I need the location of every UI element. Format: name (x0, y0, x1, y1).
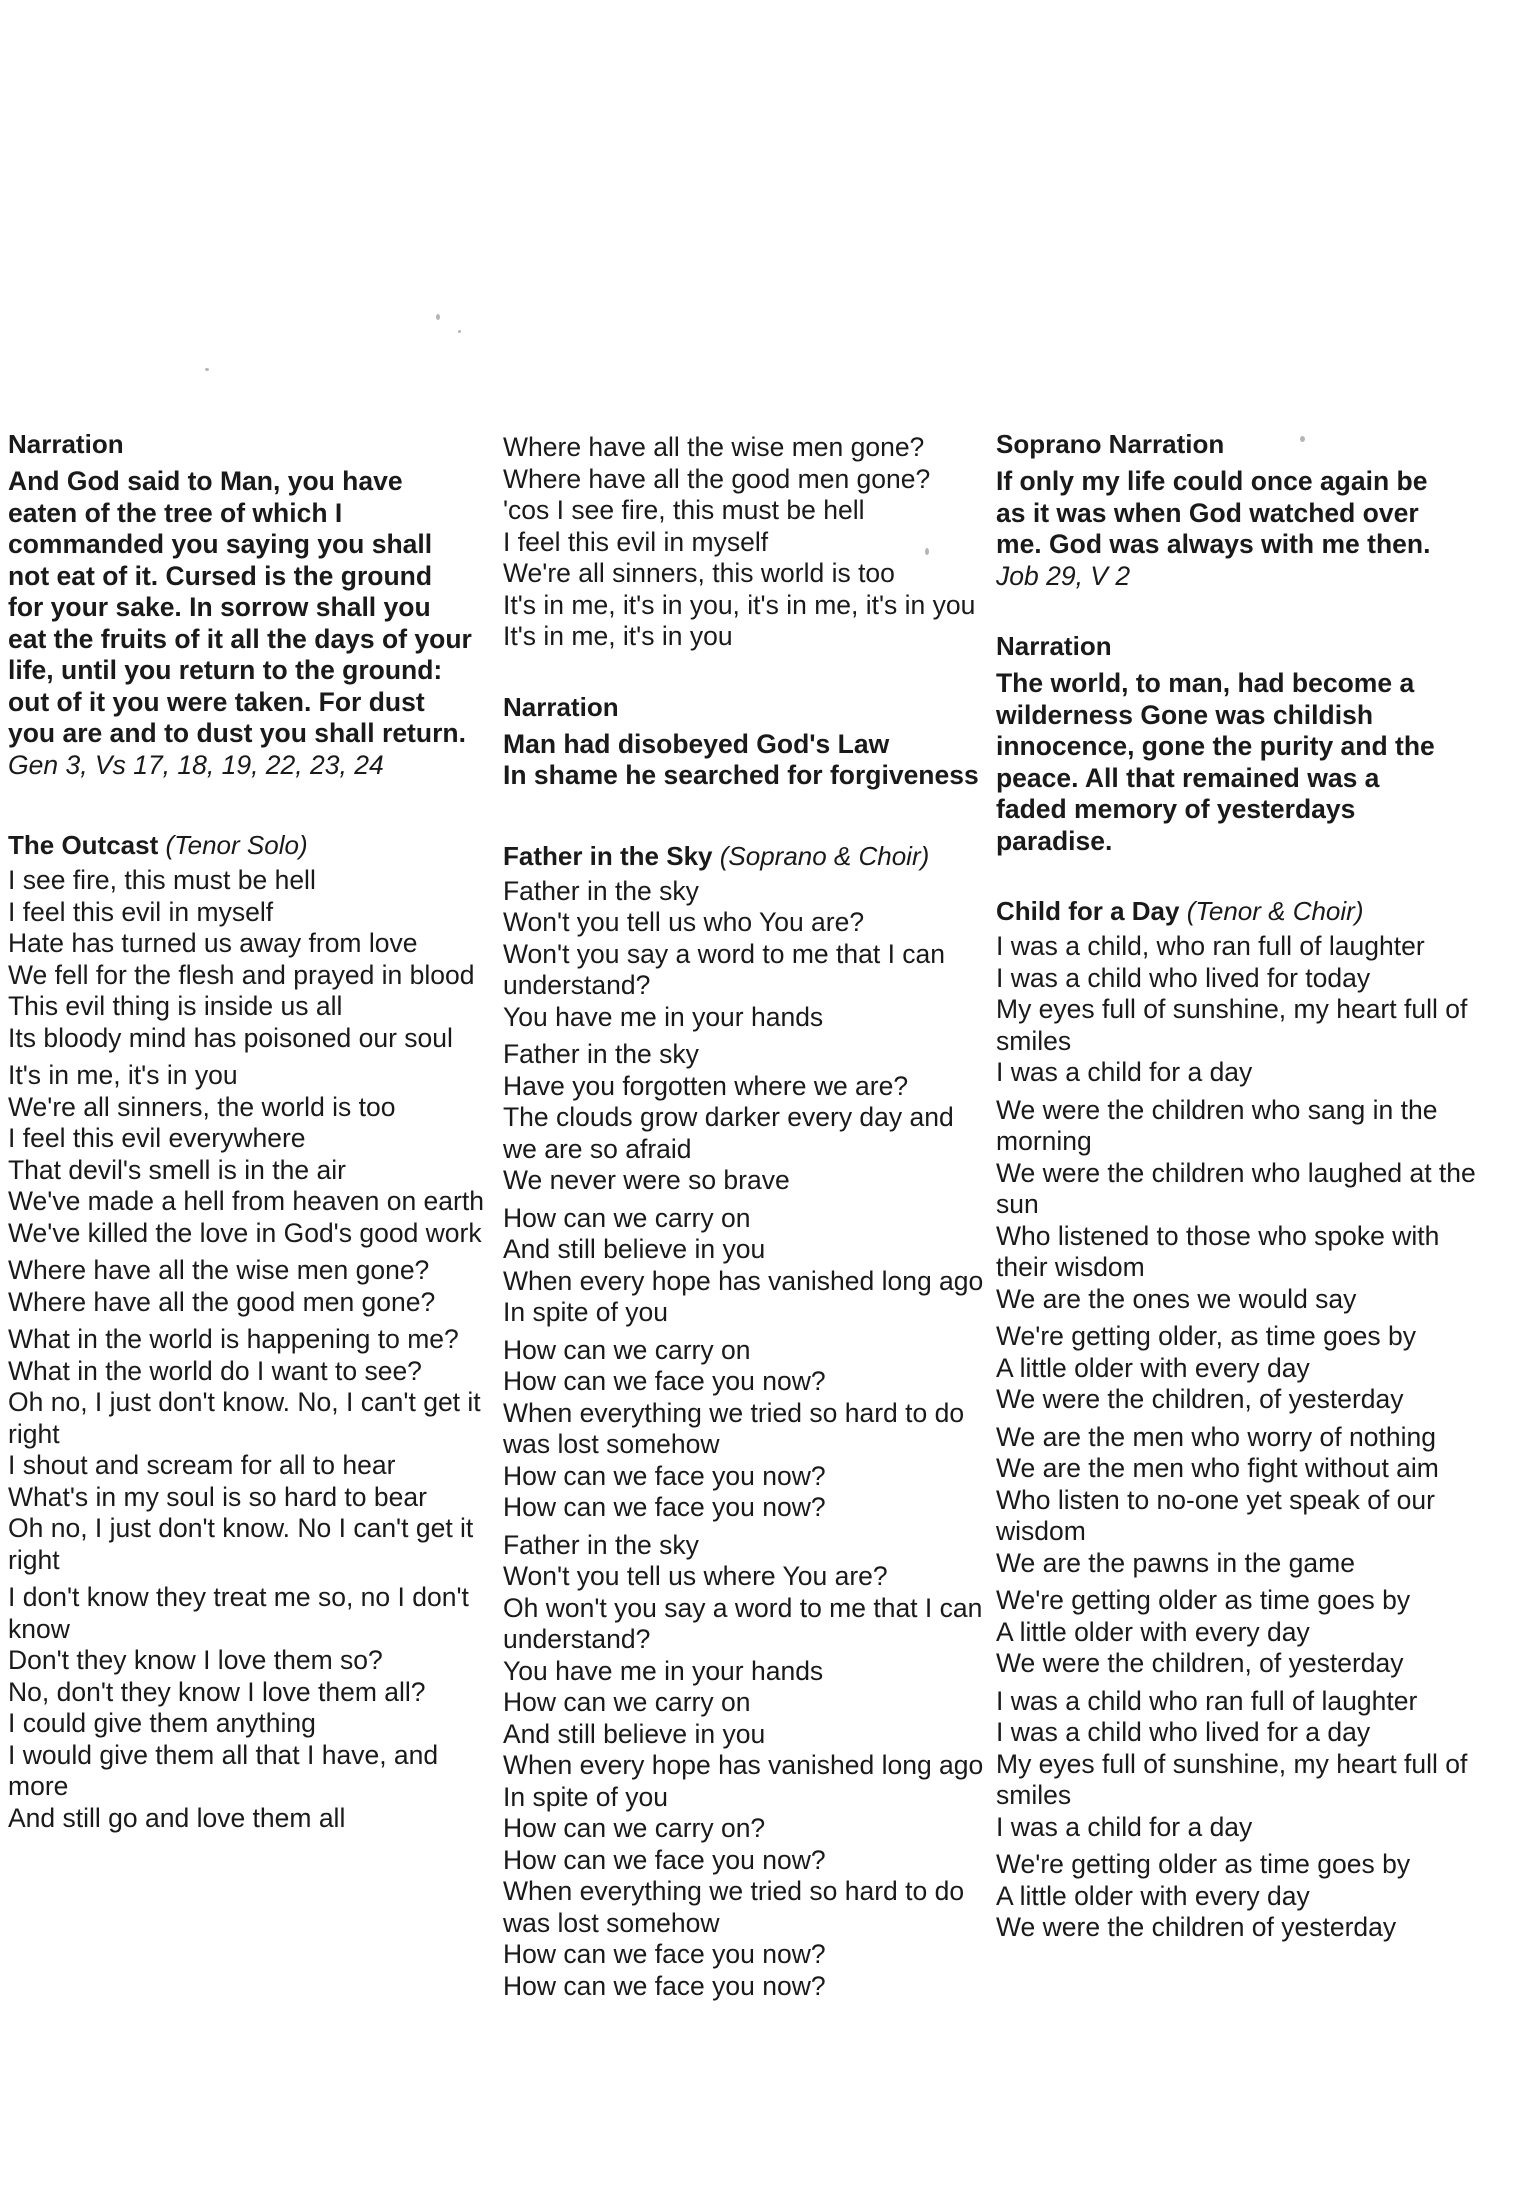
lyric-line: I was a child who ran full of laughter (996, 1685, 1418, 1716)
stanza (503, 432, 993, 653)
lyric-line: I don't know they treat me so, no I don't know (8, 1582, 469, 1644)
lyric-line: I feel this evil everywhere (8, 1123, 306, 1153)
lyric-line: Father in the sky (503, 1529, 699, 1560)
lyric-line: In spite of you (503, 1781, 668, 1812)
lyric-line: How can we carry on (503, 1687, 751, 1717)
lyric-line: When every hope has vanished long ago (503, 1265, 984, 1296)
lyric-line: My eyes full of sunshine, my heart full of smiles (996, 994, 1468, 1056)
lyric-line: I feel this evil in myself (503, 526, 769, 557)
lyric-line: I was a child who lived for today (996, 962, 1371, 993)
stanza (503, 1335, 993, 1524)
narration-line: life, until you return to the ground: (8, 655, 443, 685)
lyric-line: You have me in your hands (503, 1001, 824, 1032)
stanza (8, 1582, 503, 1834)
lyric-line: We fell for the flesh and prayed in blood (8, 959, 475, 990)
section-heading: Narration (8, 429, 124, 459)
section (503, 432, 993, 653)
section-heading: Narration (996, 631, 1112, 661)
narration-line: for your sake. In sorrow shall you (8, 592, 431, 622)
stanza (8, 1324, 503, 1576)
lyric-line: We are the ones we would say (996, 1283, 1357, 1314)
stanza (996, 1321, 1496, 1416)
lyric-line: What in the world is happening to me? (8, 1324, 459, 1354)
lyric-line: A little older with every day (996, 1352, 1310, 1383)
lyric-line: We're all sinners, this world is too (503, 558, 895, 588)
lyric-line: Where have all the good men gone? (8, 1286, 436, 1317)
narration-text (996, 668, 1496, 857)
lyric-line: We were the children who laughed at the sun (996, 1157, 1476, 1219)
section-heading: Narration (503, 691, 619, 722)
lyric-line: We never were so brave (503, 1165, 790, 1195)
narration-line: eaten of the tree of which I (8, 497, 343, 528)
narration-line: paradise. (996, 825, 1113, 856)
narration-line: me. God was always with me then. (996, 529, 1431, 559)
lyric-line: This evil thing is inside us all (8, 991, 343, 1021)
lyric-line: We're getting older as time goes by (996, 1849, 1411, 1879)
stanza (8, 1255, 503, 1318)
song-title-performers: (Tenor Solo) (165, 830, 308, 860)
lyric-line: Have you forgotten where we are? (503, 1070, 909, 1101)
lyric-line: The clouds grow darker every day and we are so afraid (503, 1102, 954, 1164)
song-title-main: The Outcast (8, 830, 159, 860)
section (503, 691, 993, 792)
lyrics (8, 865, 503, 1834)
lyric-line: We were the children, of yesterday (996, 1384, 1404, 1414)
song-title-performers: (Tenor & Choir) (1186, 896, 1364, 926)
lyric-line: It's in me, it's in you (8, 1060, 238, 1090)
lyric-line: Father in the sky (503, 1039, 699, 1069)
song-title (8, 829, 503, 861)
stanza (996, 1849, 1496, 1944)
lyric-line: How can we face you now? (503, 1492, 826, 1522)
lyric-line: We've made a hell from heaven on earth (8, 1186, 484, 1216)
lyric-line: We've killed the love in God's good work (8, 1217, 482, 1248)
section (996, 630, 1496, 857)
narration-line: eat the fruits of it all the days of your (8, 623, 472, 654)
narration-line: not eat of it. Cursed is the ground (8, 560, 432, 591)
lyric-line: When everything we tried so hard to do was lost somehow (503, 1876, 965, 1938)
lyric-line: Who listen to no-one yet speak of our wisdom (996, 1484, 1435, 1546)
column-right (996, 428, 1496, 1944)
lyric-line: When everything we tried so hard to do was lost somehow (503, 1397, 965, 1459)
song-title (503, 840, 993, 872)
lyric-line: We were the children of yesterday (996, 1912, 1397, 1942)
stanza (996, 1585, 1496, 1680)
lyric-line: Where have all the wise men gone? (8, 1255, 430, 1285)
narration-line: If only my life could once again be (996, 466, 1428, 496)
narration-line: faded memory of yesterdays (996, 794, 1356, 824)
lyric-line: When every hope has vanished long ago (503, 1750, 984, 1780)
lyric-line: I was a child who lived for a day (996, 1717, 1371, 1747)
lyric-line: How can we carry on (503, 1202, 751, 1233)
lyrics (996, 931, 1496, 1944)
song-title-main: Child for a Day (996, 896, 1180, 926)
narration-line: In shame he searched for forgiveness (503, 760, 979, 790)
scan-speck (205, 368, 209, 371)
stanza (503, 1530, 993, 2003)
lyric-line: That devil's smell is in the air (8, 1154, 346, 1185)
song-title (996, 895, 1496, 927)
section (8, 428, 503, 781)
lyric-line: We were the children who sang in the morning (996, 1094, 1438, 1156)
narration-line: wilderness Gone was childish (996, 699, 1374, 730)
lyrics (503, 432, 993, 653)
lyric-line: We are the pawns in the game (996, 1547, 1355, 1578)
lyric-line: We're getting older, as time goes by (996, 1321, 1416, 1351)
section (503, 840, 993, 2003)
lyric-line: It's in me, it's in you, it's in me, it's in you (503, 589, 976, 620)
lyric-line: A little older with every day (996, 1616, 1310, 1647)
narration-text (503, 729, 993, 792)
section (996, 895, 1496, 1944)
lyric-line: I could give them anything (8, 1708, 316, 1738)
narration-text (8, 466, 503, 750)
lyric-line: Won't you tell us who You are? (503, 907, 865, 937)
lyric-line: You have me in your hands (503, 1655, 824, 1686)
lyric-line: We're getting older as time goes by (996, 1585, 1411, 1615)
scripture-reference: Gen 3, Vs 17, 18, 19, 22, 23, 24 (8, 749, 384, 780)
column-middle (503, 428, 993, 2002)
scripture-reference: Job 29, V 2 (996, 560, 1131, 591)
lyric-line: I was a child for a day (996, 1811, 1253, 1842)
stanza (503, 876, 993, 1034)
lyric-line: My eyes full of sunshine, my heart full of smiles (996, 1748, 1468, 1810)
lyric-line: Where have all the good men gone? (503, 463, 931, 494)
lyric-line: 'cos I see fire, this must be hell (503, 495, 865, 525)
narration-line: Man had disobeyed God's Law (503, 728, 890, 759)
lyric-line: In spite of you (503, 1297, 668, 1327)
lyric-line: How can we face you now? (503, 1939, 826, 1969)
lyric-line: I see fire, this must be hell (8, 865, 316, 895)
lyric-line: Oh no, I just don't know. No I can't get it right (8, 1513, 474, 1575)
stanza (8, 1060, 503, 1249)
lyric-line: Won't you tell us where You are? (503, 1561, 888, 1591)
stanza (996, 1422, 1496, 1580)
lyric-line: And still believe in you (503, 1234, 766, 1264)
lyric-line: How can we face you now? (503, 1970, 826, 2001)
lyric-line: Who listened to those who spoke with their wisdom (996, 1220, 1440, 1282)
narration-line: innocence, gone the purity and the (996, 731, 1435, 761)
lyric-line: How can we carry on (503, 1334, 751, 1365)
lyric-line: I was a child for a day (996, 1057, 1253, 1087)
lyric-line: How can we carry on? (503, 1813, 766, 1843)
scan-speck (458, 330, 461, 333)
lyric-line: I would give them all that I have, and more (8, 1739, 439, 1801)
section (996, 428, 1496, 592)
narration-line: The world, to man, had become a (996, 668, 1415, 698)
narration-line: as it was when God watched over (996, 497, 1419, 528)
lyric-line: We are the men who worry of nothing (996, 1421, 1436, 1452)
lyric-line: Where have all the wise men gone? (503, 432, 925, 462)
lyric-line: Hate has turned us away from love (8, 928, 418, 958)
lyric-line: And still believe in you (503, 1718, 766, 1749)
lyric-line: And still go and love them all (8, 1802, 346, 1833)
lyric-line: I shout and scream for all to hear (8, 1450, 396, 1480)
lyrics (503, 876, 993, 2003)
lyric-line: How can we face you now? (503, 1366, 826, 1396)
stanza (996, 1095, 1496, 1316)
lyric-line: Won't you say a word to me that I can understand? (503, 938, 946, 1000)
column-left (8, 428, 503, 1834)
lyric-line: Its bloody mind has poisoned our soul (8, 1022, 453, 1053)
section (8, 829, 503, 1834)
narration-line: you are and to dust you shall return. (8, 718, 466, 748)
lyric-line: How can we face you now? (503, 1460, 826, 1491)
narration-text (996, 466, 1496, 561)
lyric-line: What's in my soul is so hard to bear (8, 1481, 427, 1512)
lyric-line: Don't they know I love them so? (8, 1645, 383, 1675)
stanza (996, 931, 1496, 1089)
lyric-line: How can we face you now? (503, 1844, 826, 1875)
lyric-line: A little older with every day (996, 1880, 1310, 1911)
stanza (996, 1686, 1496, 1844)
lyric-line: Father in the sky (503, 875, 699, 906)
lyric-line: We were the children, of yesterday (996, 1648, 1404, 1678)
lyric-line: We are the men who fight without aim (996, 1453, 1439, 1483)
section-heading: Soprano Narration (996, 429, 1225, 459)
lyric-line: Oh won't you say a word to me that I can understand? (503, 1592, 983, 1654)
lyric-line: Oh no, I just don't know. No, I can't get it right (8, 1387, 481, 1449)
stanza (8, 865, 503, 1054)
narration-line: commanded you saying you shall (8, 529, 433, 559)
lyric-line: I feel this evil in myself (8, 896, 274, 927)
narration-line: out of it you were taken. For dust (8, 686, 425, 717)
narration-line: And God said to Man, you have (8, 466, 403, 496)
stanza (503, 1203, 993, 1329)
stanza (503, 1039, 993, 1197)
song-title-performers: (Soprano & Choir) (719, 840, 930, 871)
lyric-line: What in the world do I want to see? (8, 1355, 422, 1386)
narration-line: peace. All that remained was a (996, 762, 1380, 793)
lyric-line: It's in me, it's in you (503, 621, 733, 651)
scan-speck (436, 314, 440, 320)
lyric-line: I was a child, who ran full of laughter (996, 931, 1425, 961)
song-title-main: Father in the Sky (503, 840, 713, 871)
lyric-line: We're all sinners, the world is too (8, 1091, 396, 1122)
lyric-line: No, don't they know I love them all? (8, 1676, 426, 1707)
